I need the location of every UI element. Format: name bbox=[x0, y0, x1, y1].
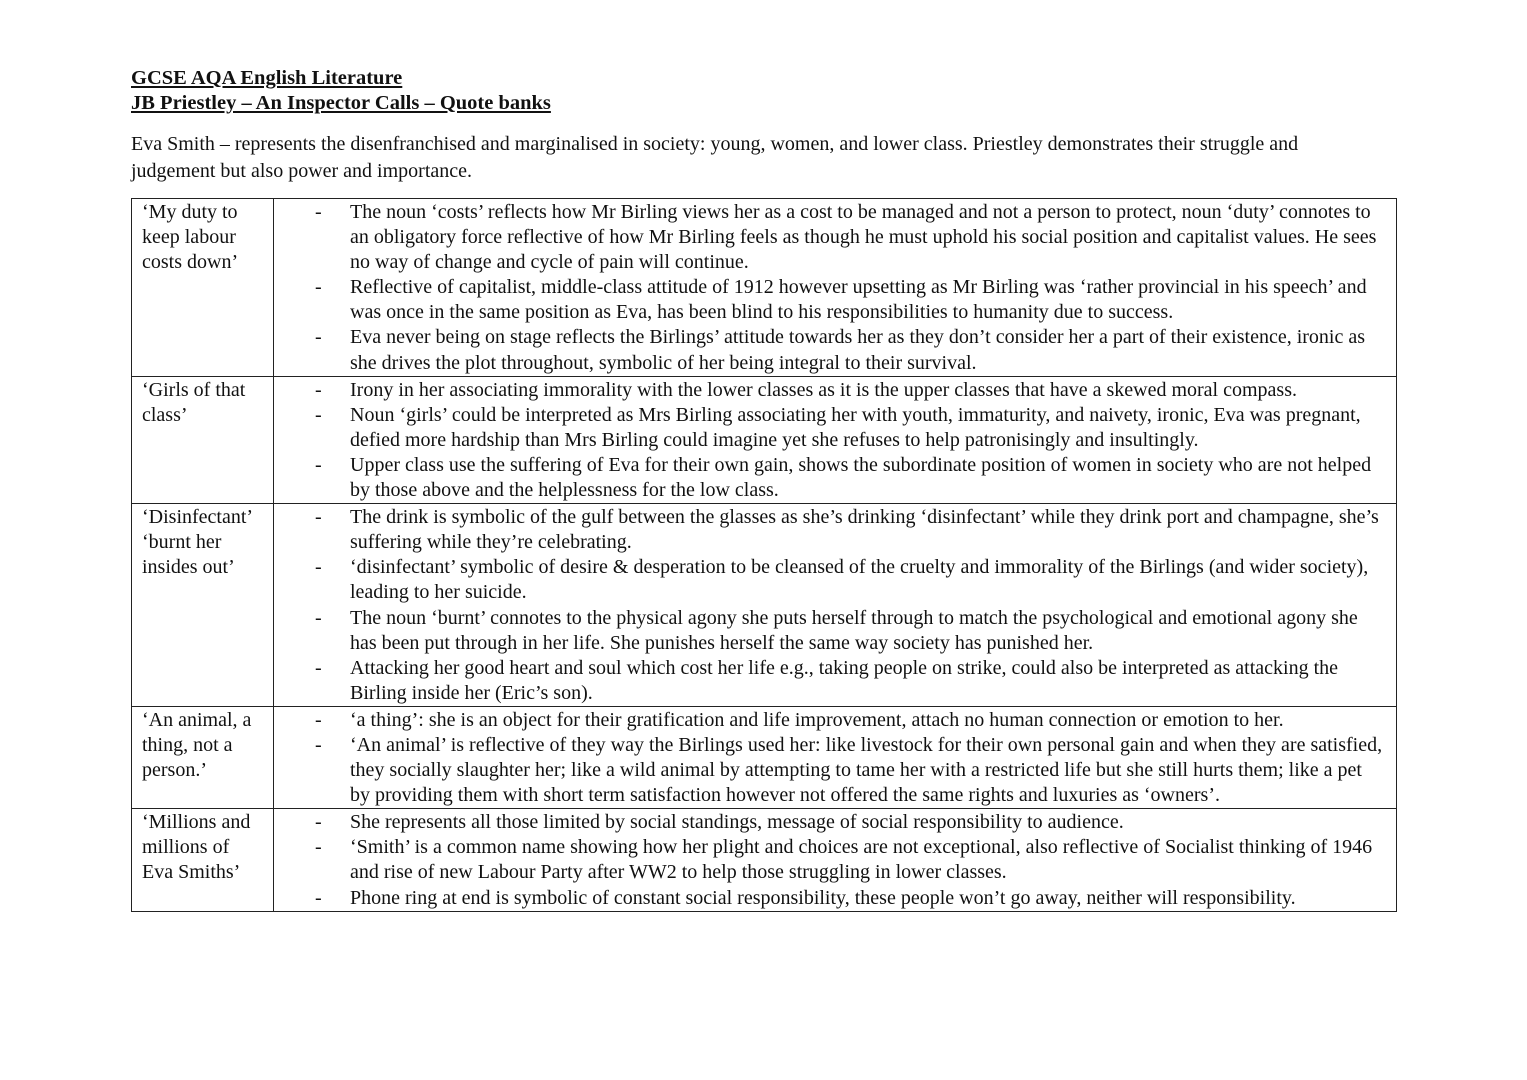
analysis-point-text: The drink is symbolic of the gulf between the glasses as she’s drinking ‘disinfectant’ while they drink port and champagne, she’s suffering while they’re celebrating. bbox=[350, 506, 1379, 554]
document-subtitle: JB Priestley – An Inspector Calls – Quote banks bbox=[131, 92, 551, 114]
quote-cell: ‘Disinfectant’ ‘burnt her insides out’ bbox=[132, 504, 274, 707]
bullet-dash: - bbox=[315, 403, 322, 426]
analysis-cell bbox=[274, 504, 1397, 707]
list-item bbox=[310, 200, 1386, 275]
quote-bank-table bbox=[131, 198, 1397, 912]
bullet-dash: - bbox=[315, 708, 322, 731]
list-item bbox=[310, 886, 1386, 911]
analysis-point-text: Reflective of capitalist, middle-class attitude of 1912 however upsetting as Mr Birling was ‘rather provincial in his speech’ and was once in the same position as Eva, has been blind to his responsibilities to humanity due to success. bbox=[350, 276, 1367, 324]
analysis-point-text: ‘a thing’: she is an object for their gratification and life improvement, attach no human connection or emotion to her. bbox=[350, 708, 1284, 731]
bullet-dash: - bbox=[315, 886, 322, 909]
bullet-dash: - bbox=[315, 276, 322, 299]
quote-cell: ‘My duty to keep labour costs down’ bbox=[132, 199, 274, 377]
analysis-list bbox=[310, 708, 1386, 808]
bullet-dash: - bbox=[315, 656, 322, 679]
bullet-dash: - bbox=[315, 453, 322, 476]
list-item bbox=[310, 403, 1386, 453]
quote-cell: ‘An animal, a thing, not a person.’ bbox=[132, 706, 274, 808]
analysis-point-text: Irony in her associating immorality with the lower classes as it is the upper classes that have a skewed moral compass. bbox=[350, 378, 1297, 401]
table-row bbox=[132, 504, 1397, 707]
document-page bbox=[131, 66, 1397, 912]
analysis-point-text: Attacking her good heart and soul which cost her life e.g., taking people on strike, could also be interpreted as attacking the Birling inside her (Eric’s son). bbox=[350, 656, 1339, 704]
list-item bbox=[310, 708, 1386, 733]
table-row bbox=[132, 706, 1397, 808]
bullet-dash: - bbox=[315, 811, 322, 834]
list-item bbox=[310, 835, 1386, 885]
list-item bbox=[310, 733, 1386, 808]
analysis-list bbox=[310, 810, 1386, 910]
analysis-list bbox=[310, 200, 1386, 376]
list-item bbox=[310, 275, 1386, 325]
list-item bbox=[310, 505, 1386, 555]
analysis-cell bbox=[274, 706, 1397, 808]
list-item bbox=[310, 378, 1386, 403]
list-item bbox=[310, 606, 1386, 656]
list-item bbox=[310, 555, 1386, 605]
bullet-dash: - bbox=[315, 836, 322, 859]
bullet-dash: - bbox=[315, 733, 322, 756]
analysis-cell bbox=[274, 199, 1397, 377]
analysis-point-text: She represents all those limited by social standings, message of social responsibility to audience. bbox=[350, 811, 1124, 834]
quote-cell: ‘Millions and millions of Eva Smiths’ bbox=[132, 809, 274, 911]
bullet-dash: - bbox=[315, 378, 322, 401]
list-item bbox=[310, 325, 1386, 375]
list-item bbox=[310, 810, 1386, 835]
analysis-cell bbox=[274, 376, 1397, 503]
list-item bbox=[310, 453, 1386, 503]
analysis-point-text: The noun ‘burnt’ connotes to the physical agony she puts herself through to match the psychological and emotional agony she has been put through in her life. She punishes herself the same way society has punished her. bbox=[350, 606, 1358, 654]
analysis-point-text: ‘Smith’ is a common name showing how her plight and choices are not exceptional, also reflective of Socialist thinking of 1946 and rise of new Labour Party after WW2 to help those struggling in lower classes. bbox=[350, 836, 1373, 884]
bullet-dash: - bbox=[315, 326, 322, 349]
bullet-dash: - bbox=[315, 201, 322, 223]
table-row bbox=[132, 199, 1397, 377]
analysis-point-text: ‘disinfectant’ symbolic of desire & desperation to be cleansed of the cruelty and immorality of the Birlings (and wider society), leading to her suicide. bbox=[350, 556, 1369, 604]
analysis-point-text: Eva never being on stage reflects the Birlings’ attitude towards her as they don’t consider her a part of their existence, ironic as she drives the plot throughout, symbolic of her being integral to their survival. bbox=[350, 326, 1366, 374]
analysis-list bbox=[310, 378, 1386, 503]
analysis-list bbox=[310, 505, 1386, 706]
analysis-point-text: Noun ‘girls’ could be interpreted as Mrs Birling associating her with youth, immaturity, and naivety, ironic, Eva was pregnant, defied more hardship than Mrs Birling could imagine yet she refuses to help patronisingly and insultingly. bbox=[350, 403, 1361, 451]
analysis-point-text: Phone ring at end is symbolic of constant social responsibility, these people won’t go away, neither will responsibility. bbox=[350, 886, 1296, 909]
table-row bbox=[132, 809, 1397, 911]
document-title: GCSE AQA English Literature bbox=[131, 67, 403, 89]
analysis-point-text: ‘An animal’ is reflective of they way the Birlings used her: like livestock for their own personal gain and when they are satisfied, they socially slaughter her; like a wild animal by attempting to tame her with a restricted life but she still hurts them; like a pet by providing them with short term satisfaction however not offered the same rights and luxuries as ‘owners’. bbox=[350, 733, 1383, 807]
list-item bbox=[310, 656, 1386, 706]
table-row bbox=[132, 376, 1397, 503]
analysis-point-text: The noun ‘costs’ reflects how Mr Birling views her as a cost to be managed and not a person to protect, noun ‘duty’ connotes to an obligatory force reflective of how Mr Birling feels as though he must uphold his social position and capitalist values. He sees no way of change and cycle of pain will continue. bbox=[350, 201, 1377, 274]
analysis-point-text: Upper class use the suffering of Eva for their own gain, shows the subordinate position of women in society who are not helped by those above and the helplessness for the low class. bbox=[350, 453, 1372, 502]
analysis-cell bbox=[274, 809, 1397, 911]
bullet-dash: - bbox=[315, 606, 322, 629]
bullet-dash: - bbox=[315, 556, 322, 579]
intro-paragraph: Eva Smith – represents the disenfranchised and marginalised in society: young, women, and lower class. Priestley demonstrates their struggle and judgement but also power and importance. bbox=[131, 133, 1299, 182]
quote-cell: ‘Girls of that class’ bbox=[132, 376, 274, 503]
bullet-dash: - bbox=[315, 506, 322, 529]
